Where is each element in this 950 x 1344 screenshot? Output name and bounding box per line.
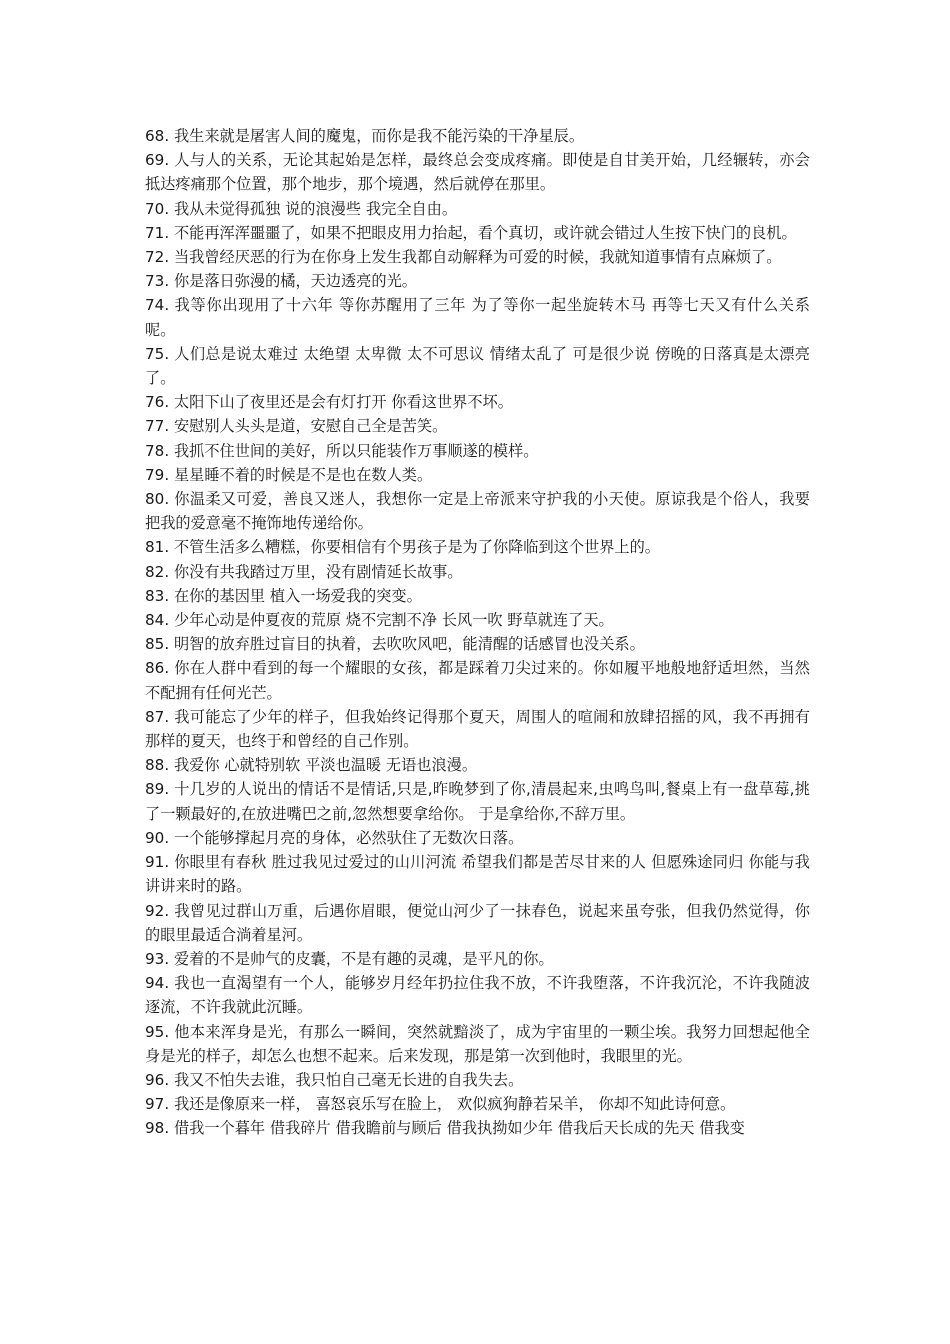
list-item: 80. 你温柔又可爱，善良又迷人，我想你一定是上帝派来守护我的小天使。原谅我是个俗人，我要把我的爱意毫不掩饰地传递给你。 [145, 490, 810, 533]
list-item: 85. 明智的放弃胜过盲目的执着，去吹吹风吧，能清醒的话感冒也没关系。 [145, 635, 645, 654]
list-item: 75. 人们总是说太难过 太绝望 太卑微 太不可思议 情绪太乱了 可是很少说 傍晚的日落真是太漂亮了。 [145, 344, 810, 388]
list-item: 86. 你在人群中看到的每一个耀眼的女孩，都是踩着刀尖过来的。你如履平地般地舒适坦然，当然不配拥有任何光芒。 [145, 659, 810, 702]
list-item: 70. 我从未觉得孤独 说的浪漫些 我完全自由。 [145, 199, 458, 218]
list-item: 87. 我可能忘了少年的样子，但我始终记得那个夏天，周围人的喧闹和放肆招摇的风，我不再拥有那样的夏天，也终于和曾经的自己作别。 [145, 707, 810, 751]
list-item: 73. 你是落日弥漫的橘，天边透亮的光。 [145, 272, 417, 291]
list-item: 76. 太阳下山了夜里还是会有灯打开 你看这世界不坏。 [145, 393, 513, 412]
list-item: 89. 十几岁的人说出的情话不是情话,只是,昨晚梦到了你,清晨起来,虫鸣鸟叫,餐桌上有一盘草莓,挑了一颗最好的,在放进嘴巴之前,忽然想要拿给你。 于是拿给你,不辞万里。 [145, 780, 810, 823]
list-item: 79. 星星睡不着的时候是不是也在数人类。 [145, 465, 433, 484]
list-item: 72. 当我曾经厌恶的行为在你身上发生我都自动解释为可爱的时候，我就知道事情有点麻烦了。 [145, 248, 782, 267]
list-item: 74. 我等你出现用了十六年 等你苏醒用了三年 为了等你一起坐旋转木马 再等七天又有什么关系呢。 [145, 296, 810, 339]
list-item: 88. 我爱你 心就特别软 平淡也温暖 无语也浪漫。 [145, 756, 478, 775]
list-item: 91. 你眼里有春秋 胜过我见过爱过的山川河流 希望我们都是苦尽甘来的人 但愿殊途同归 你能与我讲讲来时的路。 [145, 853, 810, 896]
quote-list [145, 124, 810, 1141]
list-item: 78. 我抓不住世间的美好，所以只能装作万事顺遂的模样。 [145, 441, 539, 460]
list-item: 83. 在你的基因里 植入一场爱我的突变。 [145, 586, 422, 605]
list-item: 92. 我曾见过群山万重，后遇你眉眼，便觉山河少了一抹春色，说起来虽夸张，但我仍然觉得，你的眼里最适合淌着星河。 [145, 901, 810, 944]
list-item: 84. 少年心动是仲夏夜的荒原 烧不完割不净 长风一吹 野草就连了天。 [145, 611, 614, 630]
list-item: 81. 不管生活多么糟糕，你要相信有个男孩子是为了你降临到这个世界上的。 [145, 538, 660, 557]
list-item: 93. 爱着的不是帅气的皮囊，不是有趣的灵魂，是平凡的你。 [145, 949, 554, 968]
list-item: 71. 不能再浑浑噩噩了，如果不把眼皮用力抬起，看个真切，或许就会错过人生按下快门的良机。 [145, 223, 797, 242]
list-item: 95. 他本来浑身是光，有那么一瞬间，突然就黯淡了，成为宇宙里的一颗尘埃。我努力回想起他全身是光的样子，却怎么也想不起来。后来发现，那是第一次到他时，我眼里的光。 [145, 1022, 810, 1065]
list-item: 90. 一个能够撑起月亮的身体，必然驮住了无数次日落。 [145, 828, 524, 847]
list-item: 98. 借我一个暮年 借我碎片 借我瞻前与顾后 借我执拗如少年 借我后天长成的先天 借我变 [145, 1119, 745, 1138]
list-item: 96. 我又不怕失去谁，我只怕自己毫无长进的自我失去。 [145, 1070, 524, 1089]
list-item: 94. 我也一直渴望有一个人，能够岁月经年扔拉住我不放，不许我堕落，不许我沉沦，不许我随波逐流，不许我就此沉睡。 [145, 974, 810, 1017]
list-item: 69. 人与人的关系，无论其起始是怎样，最终总会变成疼痛。即使是自甘美开始，几经辗转，亦会抵达疼痛那个位置，那个地步，那个境遇，然后就停在那里。 [145, 151, 810, 194]
list-item: 77. 安慰别人头头是道，安慰自己全是苦笑。 [145, 417, 448, 436]
list-item: 68. 我生来就是屠害人间的魔鬼，而你是我不能污染的干净星辰。 [145, 127, 585, 145]
list-item: 82. 你没有共我踏过万里，没有剧情延长故事。 [145, 562, 463, 581]
list-item: 97. 我还是像原来一样， 喜怒哀乐写在脸上， 欢似疯狗静若呆羊， 你却不知此诗何意。 [145, 1095, 736, 1114]
